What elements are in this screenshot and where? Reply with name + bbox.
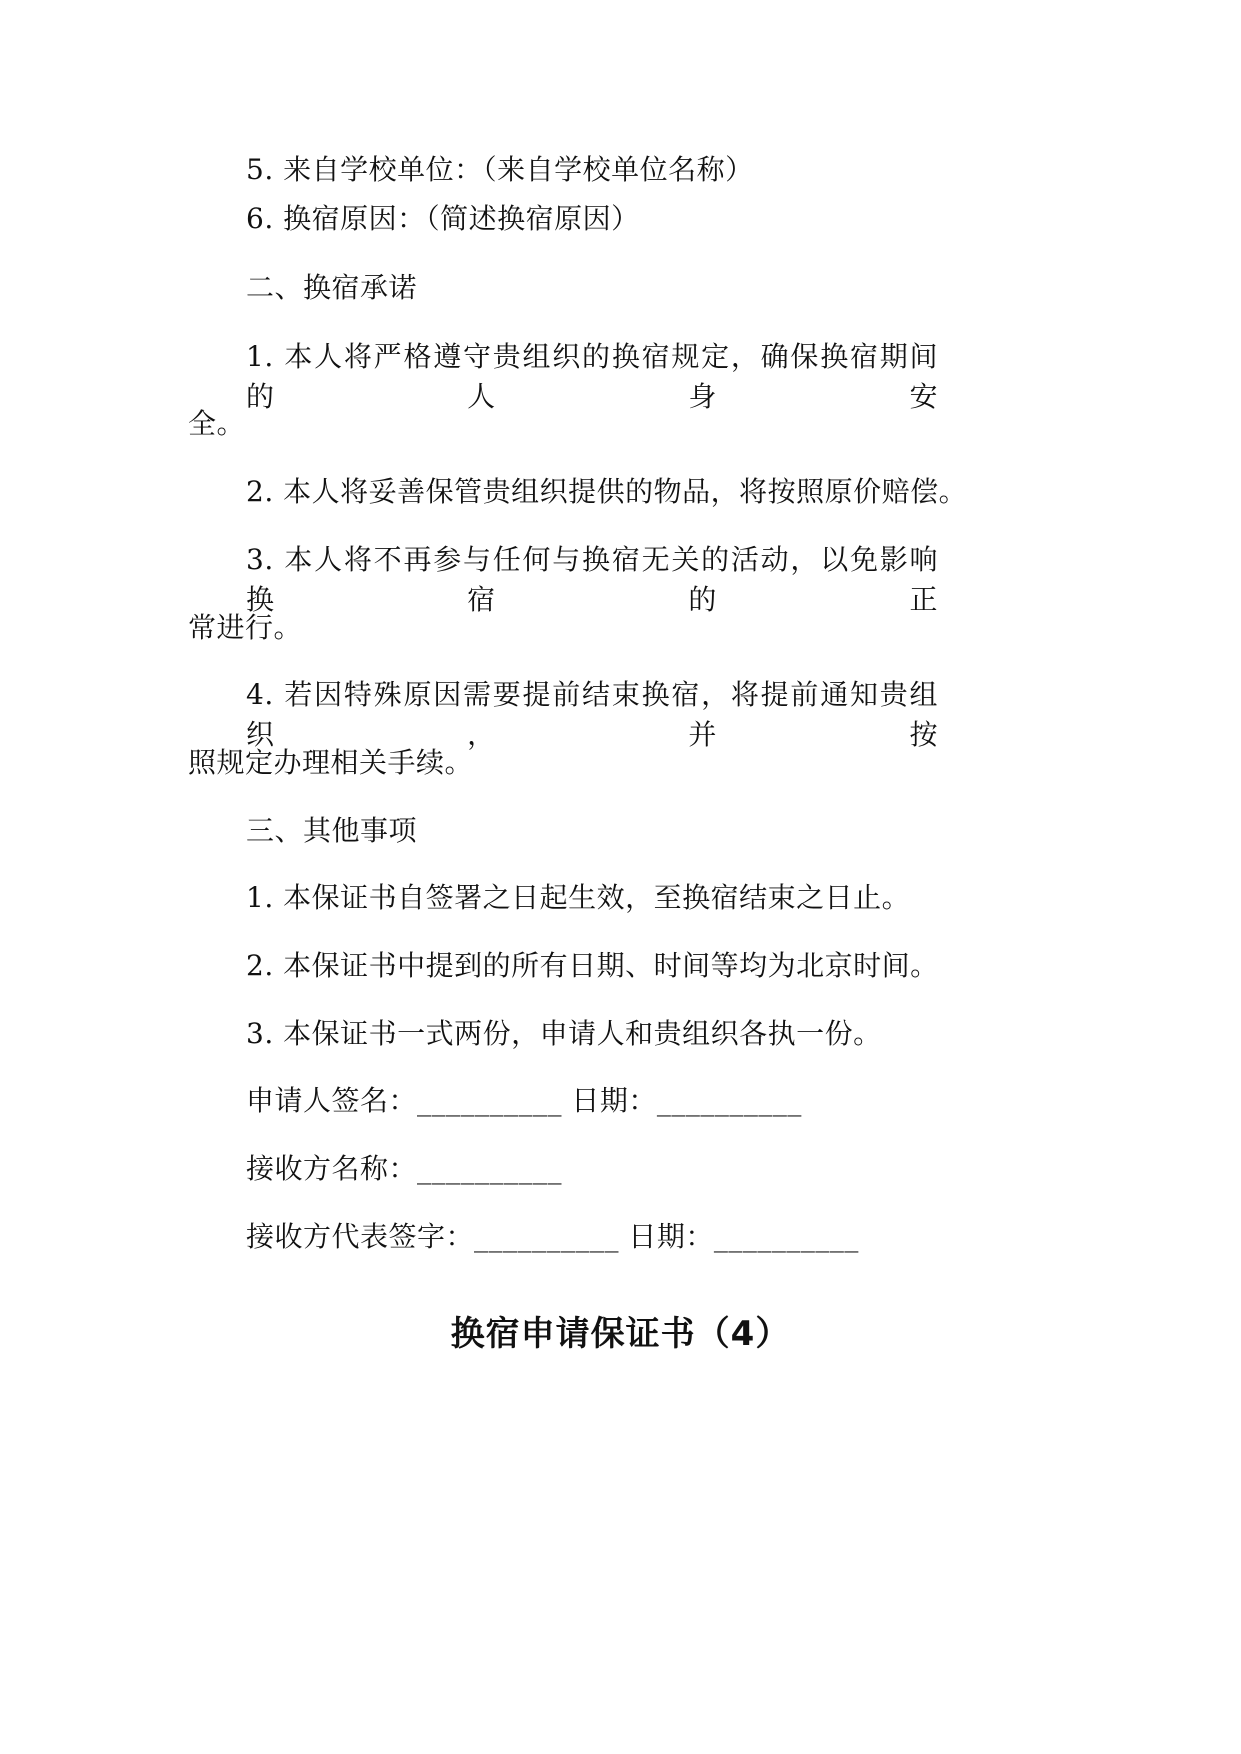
recipient-signature-line: 接收方代表签字：__________ 日期：__________ [246, 1220, 859, 1253]
applicant-signature-line: 申请人签名：__________ 日期：__________ [246, 1084, 802, 1117]
commitment-1-line-1: 1. 本人将严格遵守贵组织的换宿规定，确保换宿期间的人身安 [246, 340, 938, 413]
commitment-3-line-2: 常进行。 [188, 611, 303, 644]
commitment-1-line-2: 全。 [188, 407, 246, 440]
other-2: 2. 本保证书中提到的所有日期、时间等均为北京时间。 [246, 949, 939, 982]
item-5-school: 5. 来自学校单位：（来自学校单位名称） [246, 153, 754, 186]
commitment-4-line-2: 照规定办理相关手续。 [188, 746, 474, 779]
section-heading-commitment: 二、换宿承诺 [246, 271, 418, 304]
commitment-4-line-1: 4. 若因特殊原因需要提前结束换宿，将提前通知贵组织，并按 [246, 678, 938, 751]
item-6-reason: 6. 换宿原因：（简述换宿原因） [246, 202, 640, 235]
commitment-2: 2. 本人将妥善保管贵组织提供的物品，将按照原价赔偿。 [246, 475, 968, 508]
recipient-name-line: 接收方名称：__________ [246, 1152, 563, 1185]
other-3: 3. 本保证书一式两份，申请人和贵组织各执一份。 [246, 1017, 882, 1050]
next-document-title: 换宿申请保证书（4） [450, 1314, 791, 1354]
commitment-3-line-1: 3. 本人将不再参与任何与换宿无关的活动，以免影响换宿的正 [246, 543, 938, 616]
section-heading-other: 三、其他事项 [246, 814, 418, 847]
other-1: 1. 本保证书自签署之日起生效，至换宿结束之日止。 [246, 881, 911, 914]
